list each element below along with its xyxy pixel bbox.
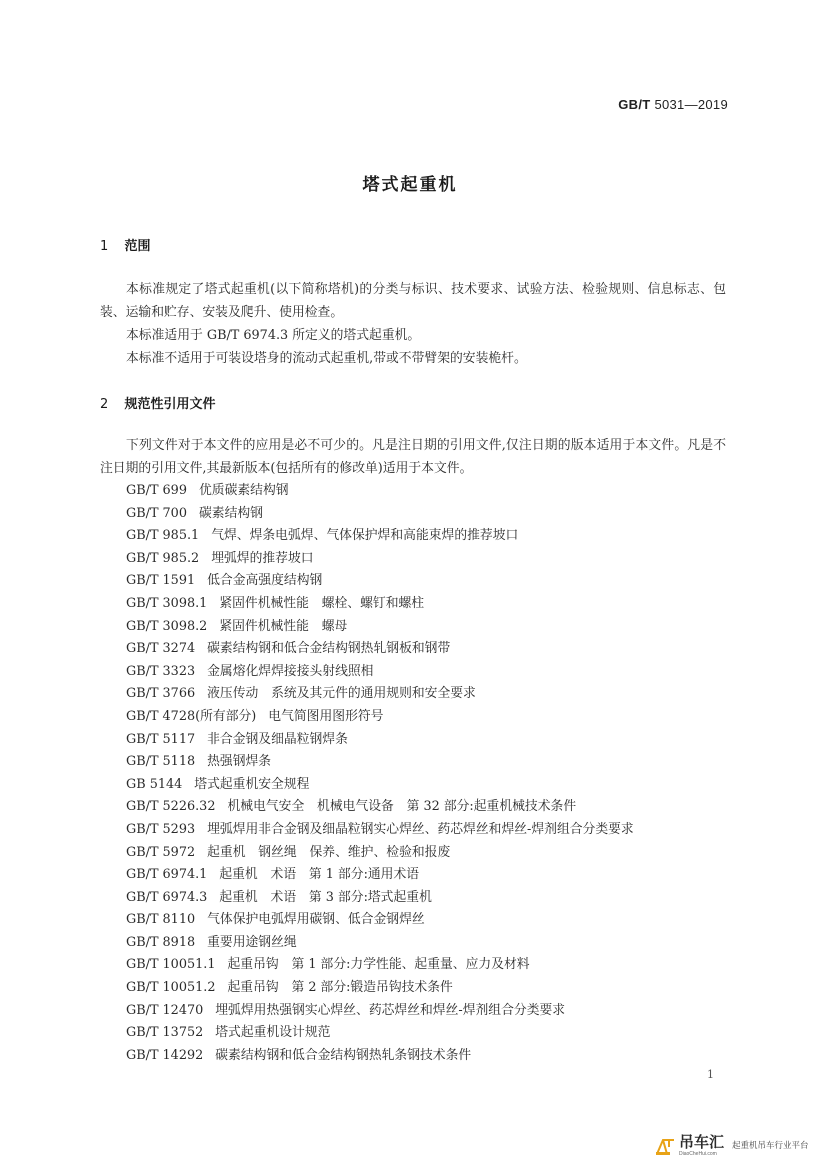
- page-number: 1: [707, 1068, 714, 1081]
- reference-item: [126, 706, 634, 729]
- reference-code: GB/T 3766: [126, 686, 196, 702]
- reference-title: 埋弧焊用非合金钢及细晶粒钢实心焊丝、药芯焊丝和焊丝-焊剂组合分类要求: [207, 821, 634, 837]
- reference-title: 起重吊钩 第 1 部分:力学性能、起重量、应力及材料: [227, 957, 530, 973]
- reference-code: GB/T 985.1: [126, 528, 200, 544]
- reference-title: 金属熔化焊焊接接头射线照相: [207, 663, 374, 679]
- crane-icon: [654, 1134, 676, 1156]
- reference-item: [126, 638, 634, 661]
- reference-item: [126, 887, 634, 910]
- reference-item: [126, 616, 634, 639]
- scope-paragraph-3: 本标准不适用于可装设塔身的流动式起重机,带或不带臂架的安装桅杆。: [126, 351, 527, 366]
- reference-item: [126, 864, 634, 887]
- reference-code: GB/T 699: [126, 483, 187, 498]
- reference-item: [126, 570, 634, 593]
- reference-code: GB/T 3098.2: [126, 618, 208, 634]
- reference-item: [126, 842, 634, 865]
- footer-logo: [654, 1132, 809, 1157]
- document-title: 塔式起重机: [362, 175, 458, 195]
- section-1-body: [100, 278, 726, 370]
- logo-text: 吊车汇: [679, 1133, 725, 1151]
- reference-title: 非合金钢及细晶粒钢焊条: [207, 731, 348, 747]
- reference-code: GB/T 10051.1: [126, 957, 216, 973]
- reference-title: 起重机 术语 第 3 部分:塔式起重机: [219, 889, 432, 905]
- reference-item: [126, 661, 634, 684]
- reference-item: [126, 503, 634, 526]
- reference-title: 起重吊钩 第 2 部分:锻造吊钩技术条件: [227, 980, 453, 996]
- reference-item: [126, 683, 634, 706]
- reference-code: GB/T 3098.1: [126, 595, 208, 611]
- reference-item: [126, 932, 634, 955]
- reference-title: 碳素结构钢: [198, 505, 263, 521]
- section-2-heading: [100, 393, 216, 412]
- reference-code: GB/T 1591: [126, 573, 196, 589]
- reference-title: 碳素结构钢和低合金结构钢热轧条钢技术条件: [215, 1047, 472, 1063]
- reference-item: [126, 480, 634, 503]
- reference-title: 重要用途钢丝绳: [207, 934, 297, 950]
- reference-title: 埋弧焊用热强钢实心焊丝、药芯焊丝和焊丝-焊剂组合分类要求: [215, 1002, 566, 1018]
- logo-block: [679, 1132, 724, 1157]
- standard-number: 5031—2019: [654, 97, 728, 112]
- reference-title: 液压传动 系统及其元件的通用规则和安全要求: [207, 686, 476, 702]
- reference-title: 气体保护电弧焊用碳钢、低合金钢焊丝: [207, 912, 425, 928]
- reference-code: GB/T 12470: [126, 1002, 204, 1018]
- section-1-number: 1: [100, 239, 109, 254]
- reference-code: GB/T 3323: [126, 663, 196, 679]
- reference-code: GB/T 10051.2: [126, 980, 216, 996]
- reference-item: [126, 977, 634, 1000]
- reference-code: GB/T 985.2: [126, 550, 200, 566]
- reference-title: 机械电气安全 机械电气设备 第 32 部分:起重机械技术条件: [227, 799, 577, 815]
- reference-item: [126, 593, 634, 616]
- section-2-title: 规范性引用文件: [124, 397, 216, 412]
- standard-code: [618, 97, 728, 112]
- reference-item: [126, 1045, 634, 1068]
- reference-item: [126, 819, 634, 842]
- reference-list: [126, 480, 634, 1067]
- reference-code: GB/T 13752: [126, 1025, 204, 1041]
- reference-title: 电气简图用图形符号: [268, 708, 384, 724]
- logo-subtext: DiaoCheHui.com: [679, 1151, 717, 1157]
- reference-item: [126, 954, 634, 977]
- reference-item: [126, 548, 634, 571]
- reference-title: 起重机 术语 第 1 部分:通用术语: [219, 867, 420, 883]
- reference-code: GB/T 5972: [126, 844, 196, 860]
- reference-item: [126, 796, 634, 819]
- reference-item: [126, 1022, 634, 1045]
- reference-code: GB/T 5118: [126, 754, 196, 770]
- logo-tagline: 起重机吊车行业平台: [732, 1140, 809, 1151]
- reference-title: 埋弧焊的推荐坡口: [211, 550, 314, 566]
- reference-title: 气焊、焊条电弧焊、气体保护焊和高能束焊的推荐坡口: [211, 528, 519, 544]
- reference-item: [126, 909, 634, 932]
- reference-code: GB/T 6974.1: [126, 867, 208, 883]
- reference-title: 紧固件机械性能 螺栓、螺钉和螺柱: [219, 595, 425, 611]
- reference-code: GB/T 5226.32: [126, 799, 216, 815]
- reference-title: 优质碳素结构钢: [198, 483, 289, 498]
- reference-item: [126, 1000, 634, 1023]
- reference-code: GB/T 700: [126, 505, 187, 521]
- references-intro: 下列文件对于本文件的应用是必不可少的。凡是注日期的引用文件,仅注日期的版本适用于本文件。凡是不注日期的引用文件,其最新版本(包括所有的修改单)适用于本文件。: [100, 438, 726, 476]
- reference-title: 起重机 钢丝绳 保养、维护、检验和报废: [207, 844, 451, 860]
- reference-title: 低合金高强度结构钢: [207, 573, 323, 589]
- reference-code: GB/T 5117: [126, 731, 196, 747]
- scope-paragraph-1: 本标准规定了塔式起重机(以下简称塔机)的分类与标识、技术要求、试验方法、检验规则、信息标志、包装、运输和贮存、安装及爬升、使用检查。: [100, 282, 726, 320]
- scope-paragraph-2: 本标准适用于 GB/T 6974.3 所定义的塔式起重机。: [126, 328, 421, 343]
- reference-item: [126, 525, 634, 548]
- reference-item: [126, 729, 634, 752]
- reference-item: [126, 774, 634, 797]
- section-2-intro: [100, 434, 726, 480]
- reference-code: GB/T 4728(所有部分): [126, 708, 257, 724]
- reference-title: 碳素结构钢和低合金结构钢热轧钢板和钢带: [207, 641, 451, 657]
- reference-title: 塔式起重机安全规程: [194, 776, 310, 792]
- section-1-heading: [100, 235, 151, 254]
- reference-title: 紧固件机械性能 螺母: [219, 618, 348, 634]
- section-1-title: 范围: [124, 239, 151, 254]
- reference-code: GB/T 5293: [126, 821, 196, 837]
- reference-code: GB/T 8110: [126, 912, 196, 928]
- reference-code: GB/T 6974.3: [126, 889, 208, 905]
- reference-code: GB/T 8918: [126, 934, 196, 950]
- reference-title: 热强钢焊条: [207, 754, 272, 770]
- standard-prefix: GB/T: [618, 97, 651, 112]
- reference-title: 塔式起重机设计规范: [215, 1025, 331, 1041]
- reference-item: [126, 751, 634, 774]
- section-2-number: 2: [100, 397, 109, 412]
- reference-code: GB/T 3274: [126, 641, 196, 657]
- reference-code: GB 5144: [126, 776, 183, 792]
- reference-code: GB/T 14292: [126, 1047, 204, 1063]
